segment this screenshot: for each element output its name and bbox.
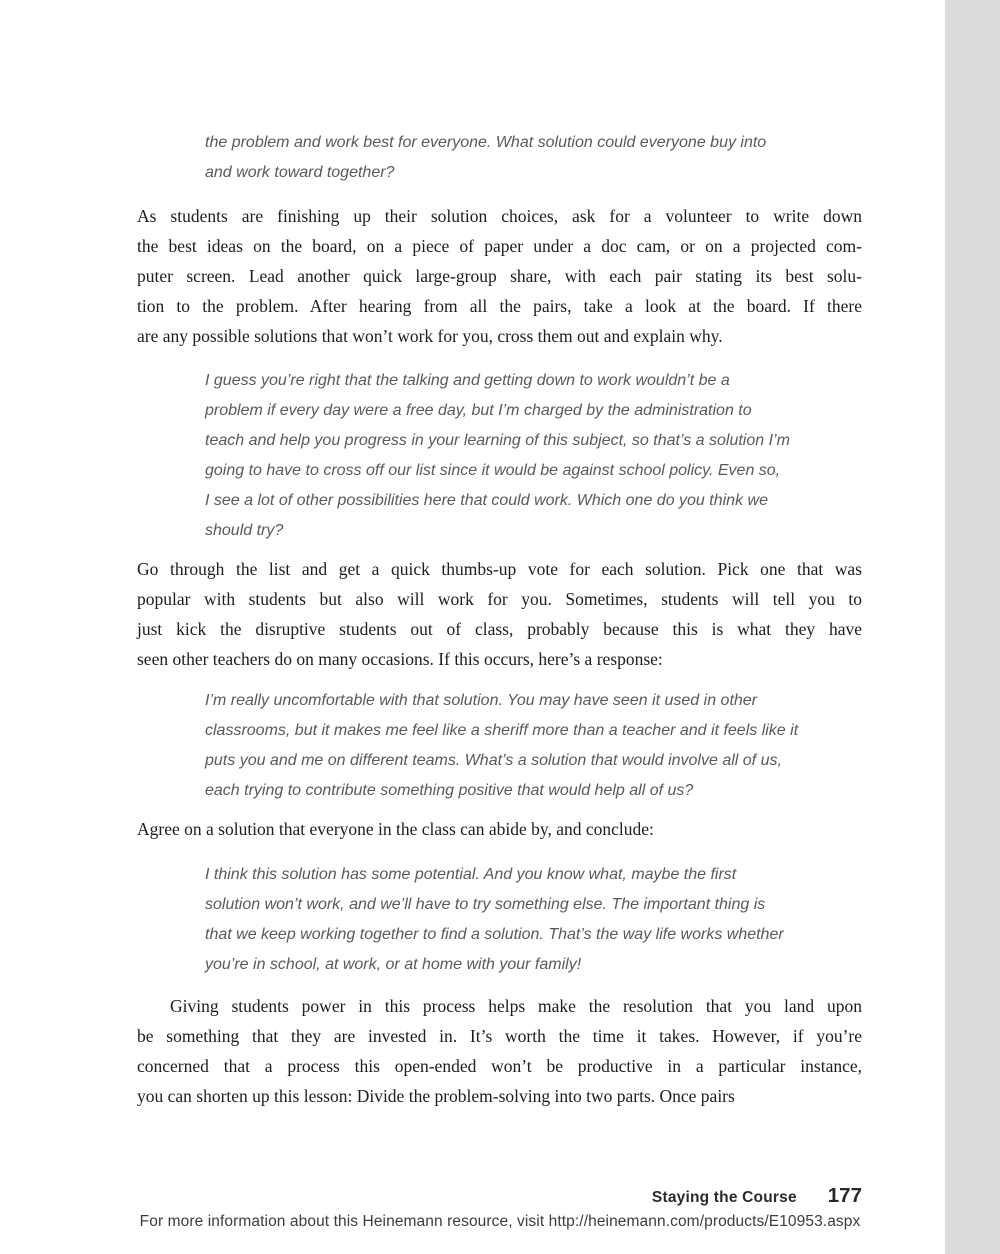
body-line: the best ideas on the board, on a piece of paper under a doc cam, or on a projected com- xyxy=(137,236,862,256)
body-line: popular with students but also will work for you. Sometimes, students will tell you to xyxy=(137,589,862,609)
body-line: Go through the list and get a quick thumbs-up vote for each solution. Pick one that was xyxy=(137,559,862,579)
quote-line: solution won’t work, and we’ll have to try something else. The important thing is xyxy=(205,896,766,913)
quote-line: problem if every day were a free day, but I’m charged by the administration to xyxy=(205,402,752,419)
body-line: As students are finishing up their solution choices, ask for a volunteer to write down xyxy=(137,206,862,226)
page-number: 177 xyxy=(827,1184,862,1207)
body-line: Giving students power in this process helps make the resolution that you land upon xyxy=(170,996,862,1016)
quote-line: I think this solution has some potential. And you know what, maybe the first xyxy=(205,866,737,883)
body-line: tion to the problem. After hearing from all the pairs, take a look at the board. If there xyxy=(137,296,862,316)
body-paragraph xyxy=(137,201,862,351)
body-paragraph xyxy=(137,991,862,1111)
quote-line: teach and help you progress in your learning of this subject, so that’s a solution I’m xyxy=(205,432,790,449)
quote-line: and work toward together? xyxy=(205,164,395,181)
footer xyxy=(652,1184,862,1208)
quote-line: I guess you’re right that the talking and getting down to work wouldn’t be a xyxy=(205,372,730,389)
quote-line: I see a lot of other possibilities here that could work. Which one do you think we xyxy=(205,492,768,509)
quote-line: you’re in school, at work, or at home with your family! xyxy=(205,956,582,973)
teacher-dialogue-quote xyxy=(205,128,865,188)
quote-line: going to have to cross off our list since it would be against school policy. Even so, xyxy=(205,462,781,479)
body-paragraph xyxy=(137,814,862,844)
quote-line: the problem and work best for everyone. What solution could everyone buy into xyxy=(205,134,767,151)
quote-line: puts you and me on different teams. What’s a solution that would involve all of us, xyxy=(205,752,782,769)
teacher-dialogue-quote xyxy=(205,686,865,806)
body-line: puter screen. Lead another quick large-group share, with each pair stating its best solu- xyxy=(137,266,862,286)
page-edge-strip xyxy=(945,0,1000,1254)
body-line: you can shorten up this lesson: Divide the problem-solving into two parts. Once pairs xyxy=(137,1086,735,1106)
body-line: Agree on a solution that everyone in the class can abide by, and conclude: xyxy=(137,819,654,839)
body-line: just kick the disruptive students out of class, probably because this is what they have xyxy=(137,619,862,639)
body-line: seen other teachers do on many occasions. If this occurs, here’s a response: xyxy=(137,649,663,669)
quote-line: each trying to contribute something positive that would help all of us? xyxy=(205,782,694,799)
teacher-dialogue-quote xyxy=(205,860,865,980)
teacher-dialogue-quote xyxy=(205,366,865,546)
body-line: be something that they are invested in. It’s worth the time it takes. However, if you’re xyxy=(137,1026,862,1046)
footer-resource-note: For more information about this Heinemann resource, visit http://heinemann.com/products/E10953.aspx xyxy=(139,1213,861,1230)
quote-line: that we keep working together to find a solution. That’s the way life works whether xyxy=(205,926,784,943)
body-paragraph xyxy=(137,554,862,674)
body-line: concerned that a process this open-ended won’t be productive in a particular instance, xyxy=(137,1056,862,1076)
quote-line: classrooms, but it makes me feel like a sheriff more than a teacher and it feels like it xyxy=(205,722,799,739)
body-line: are any possible solutions that won’t work for you, cross them out and explain why. xyxy=(137,326,723,346)
quote-line: should try? xyxy=(205,522,284,539)
quote-line: I’m really uncomfortable with that solution. You may have seen it used in other xyxy=(205,692,758,709)
running-head: Staying the Course xyxy=(651,1189,797,1206)
